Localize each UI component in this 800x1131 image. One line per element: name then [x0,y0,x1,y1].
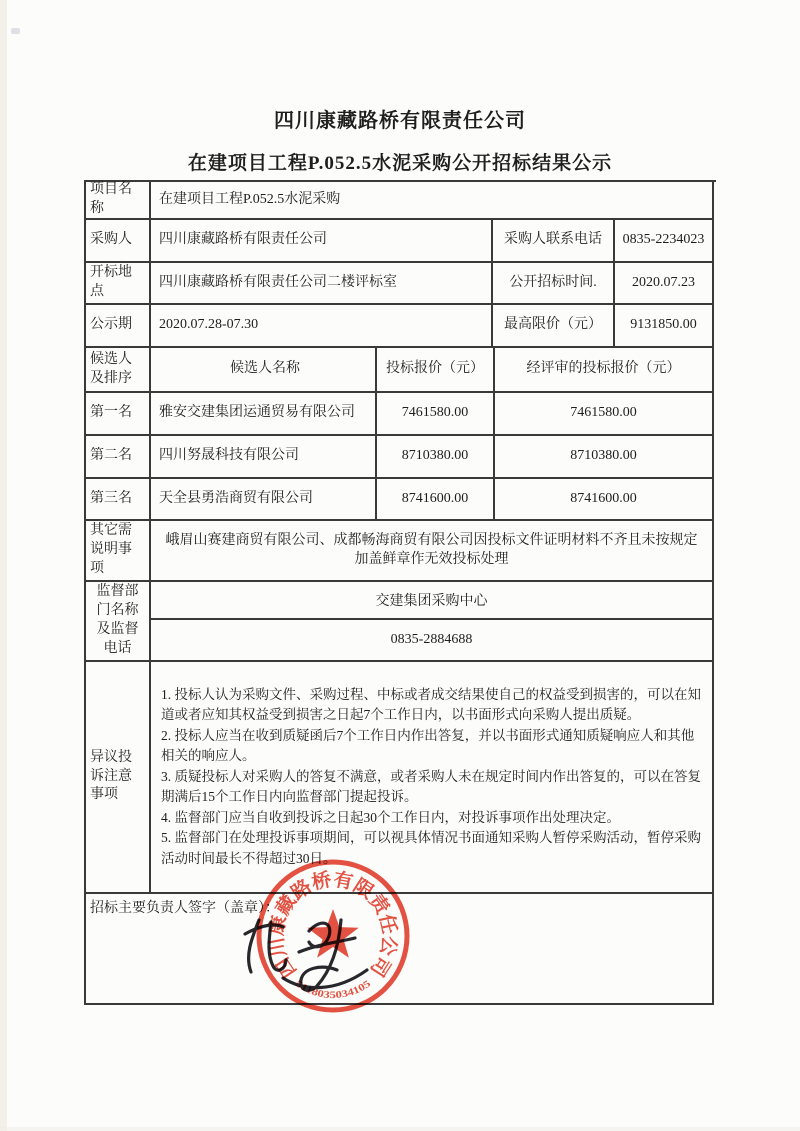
candidates-header-row [86,348,716,393]
seal-company-textpath: 四川康藏路桥有限责任公司 [266,869,400,981]
seal-number-textpath: 5118035034105 [293,978,372,1002]
opening-time-value: 2020.07.23 [615,263,714,305]
table-row-project [86,182,716,220]
table-row-opening [86,263,716,305]
candidates-evaluated-header: 经评审的投标报价（元） [495,348,714,393]
other-notes-value: 峨眉山赛建商贸有限公司、成都畅海商贸有限公司因投标文件证明材料不齐且未按规定加盖鲜章作无效投标处理 [151,521,714,582]
purchaser-contact-label: 采购人联系电话 [493,220,615,263]
candidate-bid: 8741600.00 [377,479,495,521]
project-label: 项目名称 [86,182,151,220]
purchaser-label: 采购人 [86,220,151,263]
table-row-objection [86,662,716,894]
candidate-evaluated-bid: 8710380.00 [495,436,714,479]
objection-item-1: 1. 投标人认为采购文件、采购过程、中标或者成交结果使自己的权益受到损害的，可以在知道或者应知其权益受到损害之日起7个工作日内，以书面形式向采购人提出质疑。 [161,686,701,723]
publicity-value: 2020.07.28-07.30 [151,305,493,348]
announcement-table [84,180,716,1005]
objection-content [151,662,714,894]
document-title-line1: 四川康藏路桥有限责任公司 [274,110,526,132]
objection-item-2: 2. 投标人应当在收到质疑函后7个工作日内作出答复，并以书面形式通知质疑响应人和其他相关的响应人。 [161,727,695,764]
candidates-name-header: 候选人名称 [151,348,377,393]
objection-item-4: 4. 监督部门应当自收到投诉之日起30个工作日内，对投诉事项作出处理决定。 [161,809,620,825]
opening-time-label: 公开招标时间. [493,263,615,305]
objection-label: 异议投诉注意事项 [86,662,151,894]
max-price-value: 9131850.00 [615,305,714,348]
table-row-publicity [86,305,716,348]
candidate-row-2 [86,436,716,479]
supervision-label: 监督部门名称及监督电话 [86,582,151,662]
supervision-values [151,582,714,662]
table-row-supervision [86,582,716,662]
signature-label: 招标主要负责人签字（盖章）： [86,894,714,1005]
candidate-evaluated-bid: 8741600.00 [495,479,714,521]
scan-edge-bottom [0,1127,800,1131]
candidate-row-3 [86,479,716,521]
document-title-line2: 在建项目工程P.052.5水泥采购公开招标结果公示 [187,153,613,174]
candidates-rank-header: 候选人及排序 [86,348,151,393]
candidate-name: 四川努晟科技有限公司 [151,436,377,479]
candidate-rank: 第三名 [86,479,151,521]
table-row-signature [86,894,716,1005]
max-price-label: 最高限价（元） [493,305,615,348]
candidate-rank: 第二名 [86,436,151,479]
objection-item-5: 5. 监督部门在处理投诉事项期间，可以视具体情况书面通知采购人暂停采购活动，暂停采购活动时间最长不得超过30日。 [161,830,701,866]
opening-label: 开标地点 [86,263,151,305]
candidate-evaluated-bid: 7461580.00 [495,393,714,436]
candidate-bid: 8710380.00 [377,436,495,479]
candidates-bid-header: 投标报价（元） [377,348,495,393]
candidate-rank: 第一名 [86,393,151,436]
supervision-phone: 0835-2884688 [151,620,714,662]
project-value: 在建项目工程P.052.5水泥采购 [151,182,714,220]
objection-item-3: 3. 质疑投标人对采购人的答复不满意，或者采购人未在规定时间内作出答复的，可以在答复期满后15个工作日内向监督部门提起投诉。 [161,768,701,805]
candidate-name: 雅安交建集团运通贸易有限公司 [151,393,377,436]
purchaser-contact-value: 0835-2234023 [615,220,714,263]
candidate-bid: 7461580.00 [377,393,495,436]
publicity-label: 公示期 [86,305,151,348]
table-row-other-notes [86,521,716,582]
opening-value: 四川康藏路桥有限责任公司二楼评标室 [151,263,493,305]
supervision-department: 交建集团采购中心 [151,582,714,620]
scan-artifact [11,28,20,34]
candidate-row-1 [86,393,716,436]
candidate-name: 天全县勇浩商贸有限公司 [151,479,377,521]
table-row-purchaser [86,220,716,263]
other-notes-label: 其它需说明事项 [86,521,151,582]
purchaser-value: 四川康藏路桥有限责任公司 [151,220,493,263]
